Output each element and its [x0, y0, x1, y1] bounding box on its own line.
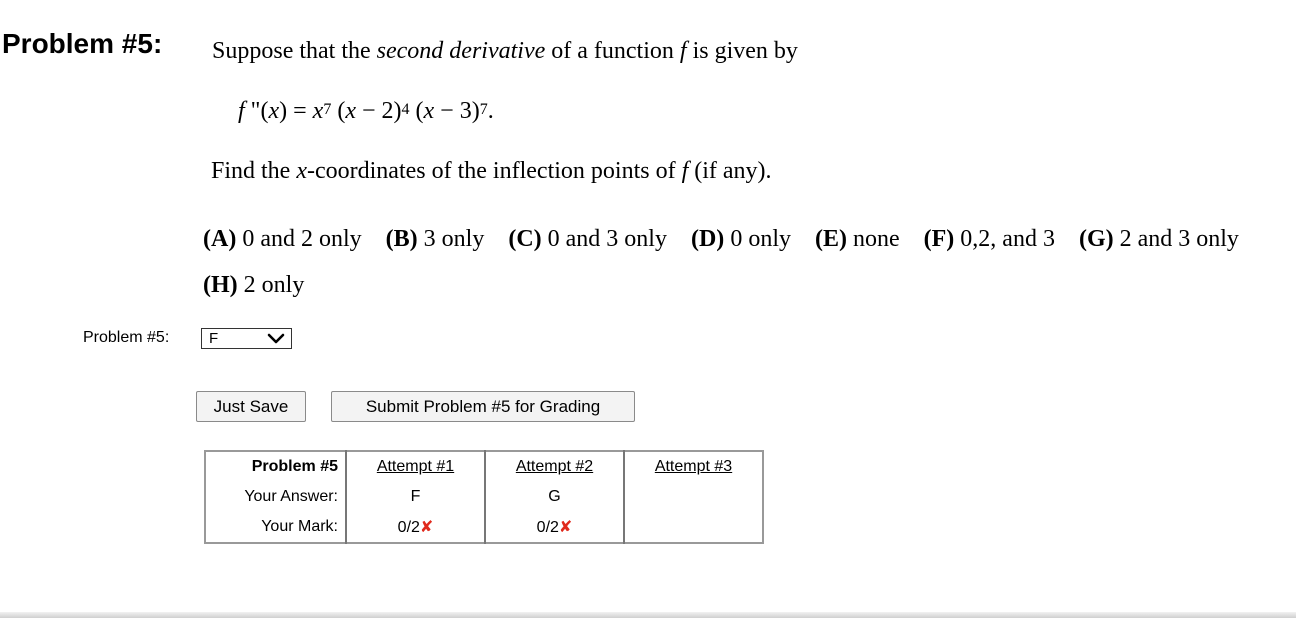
attempt-1-mark: [346, 512, 485, 543]
eq-term1-exp: 7: [323, 101, 332, 118]
attempts-table-header: Problem #5: [251, 458, 338, 475]
choice-h: (H) 2 only: [203, 272, 305, 298]
choice-f: (F) 0,2, and 3: [923, 226, 1055, 252]
intro-text-1: Suppose that the: [212, 38, 377, 64]
answer-dropdown-value: F: [209, 330, 219, 347]
table-row: [205, 512, 763, 543]
attempt-1-score: 0/2: [397, 519, 420, 536]
answer-dropdown[interactable]: [201, 328, 292, 349]
attempt-2-cell: [485, 451, 624, 482]
choice-a: (A) 0 and 2 only: [203, 226, 362, 252]
page-bottom-divider: [0, 612, 1296, 618]
question-part-2: -coordinates of the inflection points of: [307, 158, 682, 184]
just-save-button[interactable]: Just Save: [196, 391, 306, 422]
answer-select-label: Problem #5:: [83, 329, 170, 346]
attempt-1-cell: [346, 451, 485, 482]
attempt-2-link[interactable]: Attempt #2: [515, 458, 594, 475]
choice-e: (E) none: [814, 226, 900, 252]
attempt-1-link[interactable]: Attempt #1: [376, 458, 455, 475]
eq-term3-rest: − 3): [434, 98, 480, 124]
eq-term3-open: (: [409, 98, 424, 124]
wrong-x-icon: ✘: [419, 519, 434, 536]
eq-term2-open: (: [331, 98, 346, 124]
question-x: x: [296, 158, 307, 184]
attempt-2-score: 0/2: [536, 519, 559, 536]
eq-term2-x: x: [345, 98, 356, 124]
eq-end: .: [487, 98, 494, 124]
question-f: f: [681, 158, 689, 184]
eq-term1-base: x: [312, 98, 324, 124]
intro-emphasis: second derivative: [376, 38, 546, 64]
eq-term3-exp: 7: [479, 101, 488, 118]
intro-text-3: is given by: [686, 38, 798, 64]
your-answer-label: Your Answer:: [244, 488, 338, 505]
eq-f: f: [238, 98, 245, 124]
attempts-table: [204, 450, 764, 544]
question-part-3: (if any).: [688, 158, 772, 184]
eq-equals: ) =: [279, 98, 313, 124]
eq-term2-exp: 4: [401, 101, 410, 118]
intro-text-2: of a function: [545, 38, 680, 64]
question-part-1: Find the: [211, 158, 297, 184]
eq-term3-x: x: [423, 98, 435, 124]
table-row: [205, 482, 763, 512]
answer-choices-row-2: [203, 272, 304, 299]
choice-c: (C) 0 and 3 only: [508, 226, 667, 252]
table-row: [205, 451, 763, 482]
choice-b: (B) 3 only: [385, 226, 485, 252]
problem-heading: Problem #5:: [2, 28, 163, 59]
eq-x: x: [268, 98, 280, 124]
attempt-2-mark: [485, 512, 624, 543]
submit-for-grading-button[interactable]: Submit Problem #5 for Grading: [331, 391, 635, 422]
wrong-x-icon: ✘: [558, 519, 573, 536]
attempt-2-answer: G: [485, 482, 624, 512]
eq-prime: "(: [244, 98, 269, 124]
attempt-3-link[interactable]: Attempt #3: [654, 458, 733, 475]
your-mark-label: Your Mark:: [261, 518, 338, 535]
chevron-down-icon: [267, 333, 285, 345]
eq-term2-rest: − 2): [355, 98, 402, 124]
intro-function-symbol: f: [679, 38, 687, 64]
attempt-3-cell: [624, 451, 763, 482]
choice-d: (D) 0 only: [690, 226, 791, 252]
attempt-3-mark: [624, 512, 763, 543]
problem-intro: [212, 38, 798, 65]
second-derivative-equation: [238, 98, 494, 125]
choice-g: (G) 2 and 3 only: [1078, 226, 1239, 252]
attempt-3-answer: [624, 482, 763, 512]
answer-choices-row-1: [203, 226, 1239, 253]
question-text: [211, 158, 772, 185]
attempt-1-answer: F: [346, 482, 485, 512]
